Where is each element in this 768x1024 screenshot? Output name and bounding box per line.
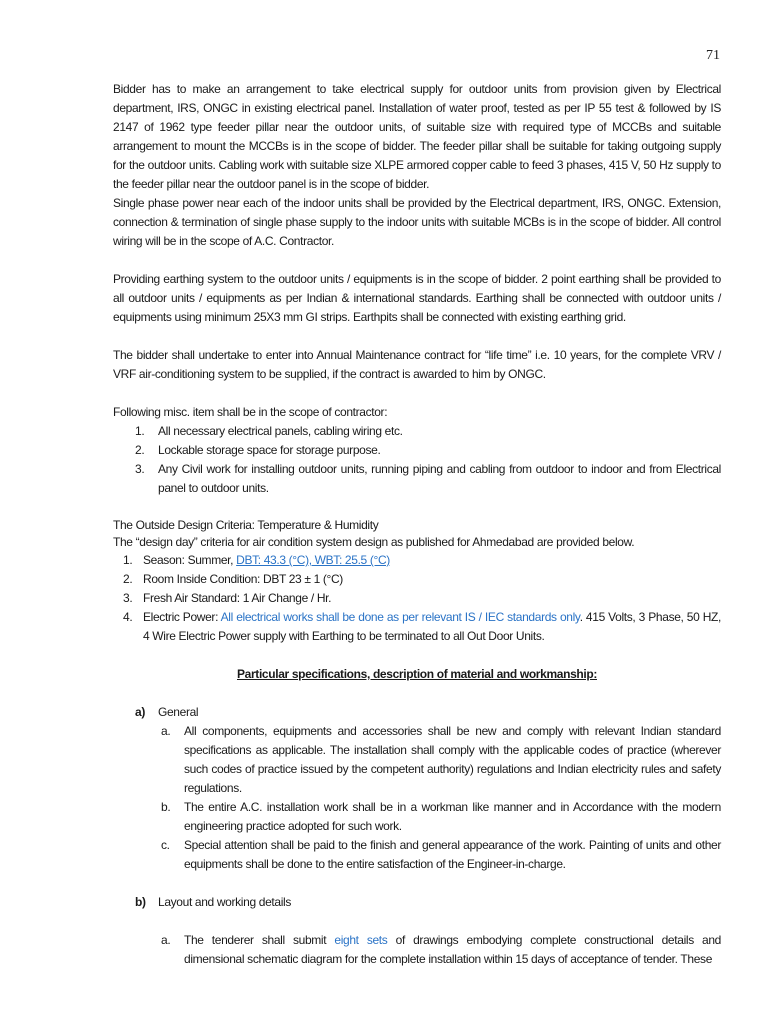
design-criteria-intro: The “design day” criteria for air condition system design as published for Ahmedabad are provided below. [113, 535, 635, 549]
list-item: 4. Electric Power: All electrical works shall be done as per relevant IS / IEC standards only. 415 Volts, 3 Phase, 50 HZ, 4 Wire Electric Power supply with Earthing to be terminated to all Out Door Units. [123, 610, 721, 643]
paragraph-electrical-supply: Bidder has to make an arrangement to take electrical supply for outdoor units from provision given by Electrical department, IRS, ONGC in existing electrical panel. Installation of water proof, tested as per IP 55 test & followed by IS 2147 of 1962 type feeder pillar near the outdoor units, of suitable size with required type of MCCBs and suitable arrangement to mount the MCCBs is in the scope of bidder. The feeder pillar shall be suitable for taking outgoing supply for the outdoor units. Cabling work with suitable size XLPE armored copper cable to feed 3 phases, 415 V, 50 Hz supply to the feeder pillar near the outdoor panel is in the scope of bidder. [113, 82, 721, 191]
list-item: 1. All necessary electrical panels, cabling wiring etc. [135, 424, 403, 438]
list-item: b. The entire A.C. installation work shall be in a workman like manner and in Accordance with the modern engineering practice adopted for such work. [161, 800, 721, 833]
section-general-title: a) General [135, 705, 199, 719]
design-criteria-title: The Outside Design Criteria: Temperature & Humidity [113, 518, 379, 532]
specifications-heading: Particular specifications, description of material and workmanship: [237, 667, 597, 681]
highlight-text: All electrical works shall be done as per relevant IS / IEC standards only [220, 610, 580, 624]
list-item: c. Special attention shall be paid to the finish and general appearance of the work. Painting of units and other equipments shall be done to the entire satisfaction of the Engineer-in-charge. [161, 838, 721, 871]
list-item: 2. Room Inside Condition: DBT 23 ± 1 (°C) [123, 572, 343, 586]
section-layout-title: b) Layout and working details [135, 895, 291, 909]
paragraph-earthing: Providing earthing system to the outdoor units / equipments is in the scope of bidder. 2 point earthing shall be provided to all outdoor units / equipments as per Indian & international standards. Earthing shall be connected with outdoor units / equipments using minimum 25X3 mm GI strips. Earthpits shall be connected with existing earthing grid. [113, 272, 721, 324]
document-body [113, 80, 721, 969]
design-criteria-list [113, 551, 721, 646]
misc-list [113, 422, 721, 498]
highlight-text: eight sets [334, 933, 388, 947]
paragraph-single-phase: Single phase power near each of the indoor units shall be provided by the Electrical department, IRS, ONGC. Extension, connection & termination of single phase supply to the indoor units with suitable MCBs is in the scope of bidder. All control wiring will be in the scope of A.C. Contractor. [113, 196, 721, 248]
list-item: 1. Season: Summer, DBT: 43.3 (°C), WBT: 25.5 (°C) [123, 553, 390, 567]
page-number: 71 [706, 48, 720, 63]
general-list [113, 722, 721, 874]
list-item: 3. Any Civil work for installing outdoor units, running piping and cabling from outdoor to indoor and from Electrical panel to outdoor units. [135, 462, 721, 495]
list-item: a. The tenderer shall submit eight sets of drawings embodying complete constructional details and dimensional schematic diagram for the complete installation within 15 days of acceptance of tender. These [161, 933, 721, 966]
paragraph-maintenance: The bidder shall undertake to enter into Annual Maintenance contract for “life time” i.e. 10 years, for the complete VRV / VRF air-conditioning system to be supplied, if the contract is awarded to him by ONGC. [113, 348, 721, 381]
layout-list [113, 931, 721, 969]
misc-intro: Following misc. item shall be in the scope of contractor: [113, 405, 388, 419]
list-item: 2. Lockable storage space for storage purpose. [135, 443, 381, 457]
dbt-wbt-link[interactable]: DBT: 43.3 (°C), WBT: 25.5 (°C) [236, 553, 390, 567]
list-item: 3. Fresh Air Standard: 1 Air Change / Hr. [123, 591, 332, 605]
list-item: a. All components, equipments and accessories shall be new and comply with relevant Indian standard specifications as applicable. The installation shall comply with the applicable codes of practice (wherever such codes of practice issued by the competent authority) regulations and Indian electricity rules and safety regulations. [161, 724, 721, 795]
